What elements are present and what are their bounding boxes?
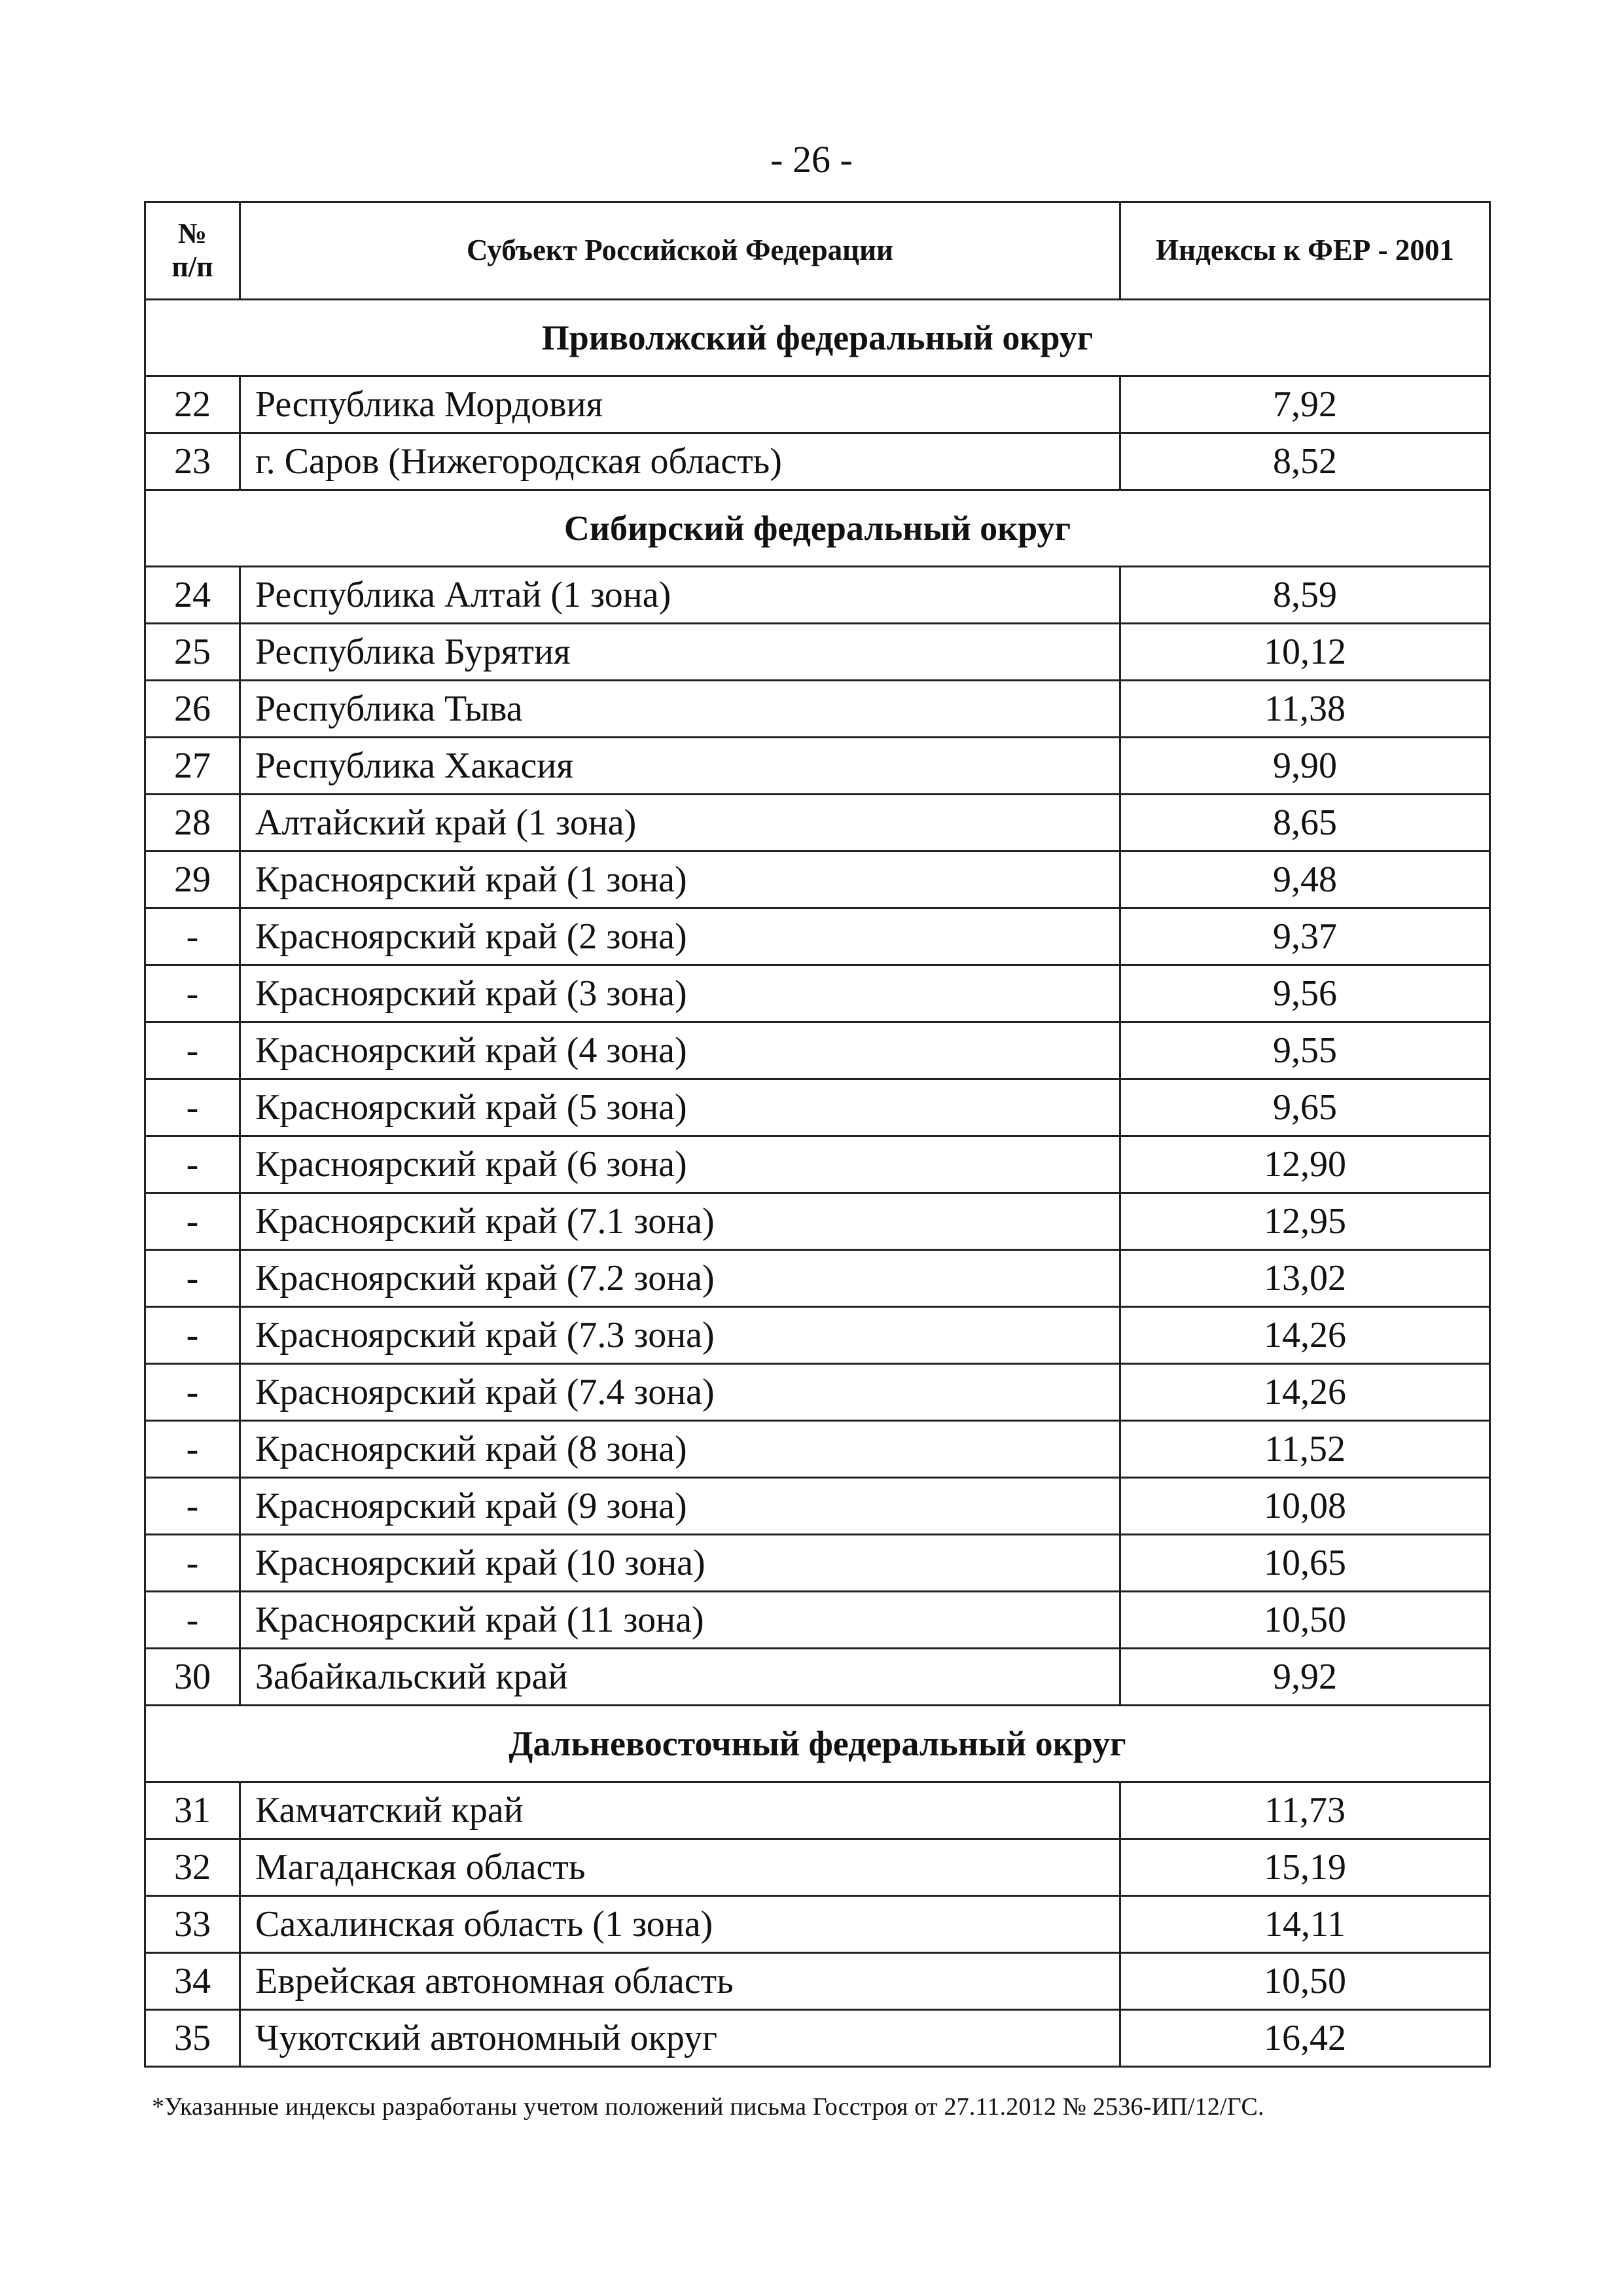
header-index: Индексы к ФЕР - 2001: [1120, 202, 1490, 300]
row-subject: Красноярский край (7.1 зона): [240, 1193, 1120, 1250]
row-subject: Красноярский край (6 зона): [240, 1136, 1120, 1193]
district-title: Приволжский федеральный округ: [145, 300, 1490, 376]
row-number: 22: [145, 376, 240, 433]
table-row: [145, 2010, 1490, 2067]
table-row: [145, 1782, 1490, 1839]
row-index: 8,52: [1120, 433, 1490, 490]
table-row: [145, 681, 1490, 738]
row-index: 9,65: [1120, 1079, 1490, 1136]
row-number: -: [145, 1535, 240, 1592]
row-number: -: [145, 908, 240, 965]
row-index: 10,65: [1120, 1535, 1490, 1592]
row-number: -: [145, 1022, 240, 1079]
row-subject: Красноярский край (1 зона): [240, 852, 1120, 908]
row-index: 15,19: [1120, 1839, 1490, 1896]
row-subject: Республика Хакасия: [240, 738, 1120, 795]
row-index: 10,50: [1120, 1953, 1490, 2010]
table-row: [145, 1022, 1490, 1079]
row-subject: Республика Бурятия: [240, 624, 1120, 681]
row-subject: Красноярский край (7.2 зона): [240, 1250, 1120, 1307]
table-row: [145, 376, 1490, 433]
row-number: 32: [145, 1839, 240, 1896]
row-number: -: [145, 1250, 240, 1307]
district-row: [145, 1706, 1490, 1782]
footnote: *Указанные индексы разработаны учетом положений письма Госстроя от 27.11.2012 № 2536-ИП/12/ГС.: [152, 2093, 1264, 2121]
table-row: [145, 1896, 1490, 1953]
row-subject: Красноярский край (5 зона): [240, 1079, 1120, 1136]
row-number: -: [145, 1079, 240, 1136]
row-index: 10,08: [1120, 1478, 1490, 1535]
table-row: [145, 908, 1490, 965]
row-subject: Красноярский край (10 зона): [240, 1535, 1120, 1592]
row-index: 9,48: [1120, 852, 1490, 908]
table-row: [145, 1307, 1490, 1364]
row-index: 10,12: [1120, 624, 1490, 681]
row-index: 7,92: [1120, 376, 1490, 433]
row-subject: Республика Алтай (1 зона): [240, 567, 1120, 624]
district-title: Сибирский федеральный округ: [145, 490, 1490, 567]
table-row: [145, 1421, 1490, 1478]
row-index: 9,90: [1120, 738, 1490, 795]
row-number: 28: [145, 795, 240, 852]
row-subject: Алтайский край (1 зона): [240, 795, 1120, 852]
table-row: [145, 1839, 1490, 1896]
row-number: -: [145, 1478, 240, 1535]
row-number: 30: [145, 1649, 240, 1706]
row-number: -: [145, 1307, 240, 1364]
row-subject: Магаданская область: [240, 1839, 1120, 1896]
row-index: 9,55: [1120, 1022, 1490, 1079]
row-subject: Красноярский край (7.4 зона): [240, 1364, 1120, 1421]
row-number: -: [145, 965, 240, 1022]
row-index: 14,26: [1120, 1364, 1490, 1421]
row-index: 12,90: [1120, 1136, 1490, 1193]
row-subject: Сахалинская область (1 зона): [240, 1896, 1120, 1953]
row-subject: Красноярский край (3 зона): [240, 965, 1120, 1022]
row-number: -: [145, 1364, 240, 1421]
header-subject: Субъект Российской Федерации: [240, 202, 1120, 300]
row-number: 23: [145, 433, 240, 490]
table-row: [145, 1250, 1490, 1307]
district-row: [145, 300, 1490, 376]
row-subject: Красноярский край (9 зона): [240, 1478, 1120, 1535]
table-row: [145, 1364, 1490, 1421]
row-subject: Забайкальский край: [240, 1649, 1120, 1706]
table-row: [145, 624, 1490, 681]
row-index: 9,92: [1120, 1649, 1490, 1706]
row-index: 8,59: [1120, 567, 1490, 624]
row-number: -: [145, 1592, 240, 1649]
table-row: [145, 1953, 1490, 2010]
row-subject: Чукотский автономный округ: [240, 2010, 1120, 2067]
table-row: [145, 965, 1490, 1022]
row-subject: Красноярский край (11 зона): [240, 1592, 1120, 1649]
table-row: [145, 738, 1490, 795]
row-index: 8,65: [1120, 795, 1490, 852]
table-row: [145, 1136, 1490, 1193]
row-subject: Еврейская автономная область: [240, 1953, 1120, 2010]
row-number: 25: [145, 624, 240, 681]
table-header-row: [145, 202, 1490, 300]
row-index: 11,52: [1120, 1421, 1490, 1478]
row-index: 10,50: [1120, 1592, 1490, 1649]
table-row: [145, 1079, 1490, 1136]
row-subject: Красноярский край (4 зона): [240, 1022, 1120, 1079]
row-index: 9,37: [1120, 908, 1490, 965]
row-subject: г. Саров (Нижегородская область): [240, 433, 1120, 490]
table-row: [145, 567, 1490, 624]
row-number: 31: [145, 1782, 240, 1839]
row-index: 11,73: [1120, 1782, 1490, 1839]
row-number: -: [145, 1193, 240, 1250]
header-number-text: № п/п: [171, 217, 213, 283]
row-index: 11,38: [1120, 681, 1490, 738]
table-row: [145, 1592, 1490, 1649]
row-index: 14,11: [1120, 1896, 1490, 1953]
row-subject: Красноярский край (7.3 зона): [240, 1307, 1120, 1364]
row-number: -: [145, 1421, 240, 1478]
row-index: 16,42: [1120, 2010, 1490, 2067]
row-subject: Республика Мордовия: [240, 376, 1120, 433]
row-subject: Республика Тыва: [240, 681, 1120, 738]
row-index: 12,95: [1120, 1193, 1490, 1250]
row-index: 14,26: [1120, 1307, 1490, 1364]
header-number: [145, 202, 240, 300]
district-title: Дальневосточный федеральный округ: [145, 1706, 1490, 1782]
row-subject: Камчатский край: [240, 1782, 1120, 1839]
table-body: [145, 300, 1490, 2067]
table-row: [145, 1193, 1490, 1250]
table-row: [145, 795, 1490, 852]
row-subject: Красноярский край (2 зона): [240, 908, 1120, 965]
row-number: 24: [145, 567, 240, 624]
row-index: 13,02: [1120, 1250, 1490, 1307]
row-number: 33: [145, 1896, 240, 1953]
table-row: [145, 1535, 1490, 1592]
district-row: [145, 490, 1490, 567]
row-number: 35: [145, 2010, 240, 2067]
index-table: [144, 201, 1491, 2068]
table-row: [145, 1478, 1490, 1535]
row-number: 34: [145, 1953, 240, 2010]
page-number: - 26 -: [770, 138, 853, 181]
table-row: [145, 1649, 1490, 1706]
row-number: -: [145, 1136, 240, 1193]
table-row: [145, 852, 1490, 908]
row-index: 9,56: [1120, 965, 1490, 1022]
row-number: 27: [145, 738, 240, 795]
row-number: 26: [145, 681, 240, 738]
row-number: 29: [145, 852, 240, 908]
row-subject: Красноярский край (8 зона): [240, 1421, 1120, 1478]
table-row: [145, 433, 1490, 490]
